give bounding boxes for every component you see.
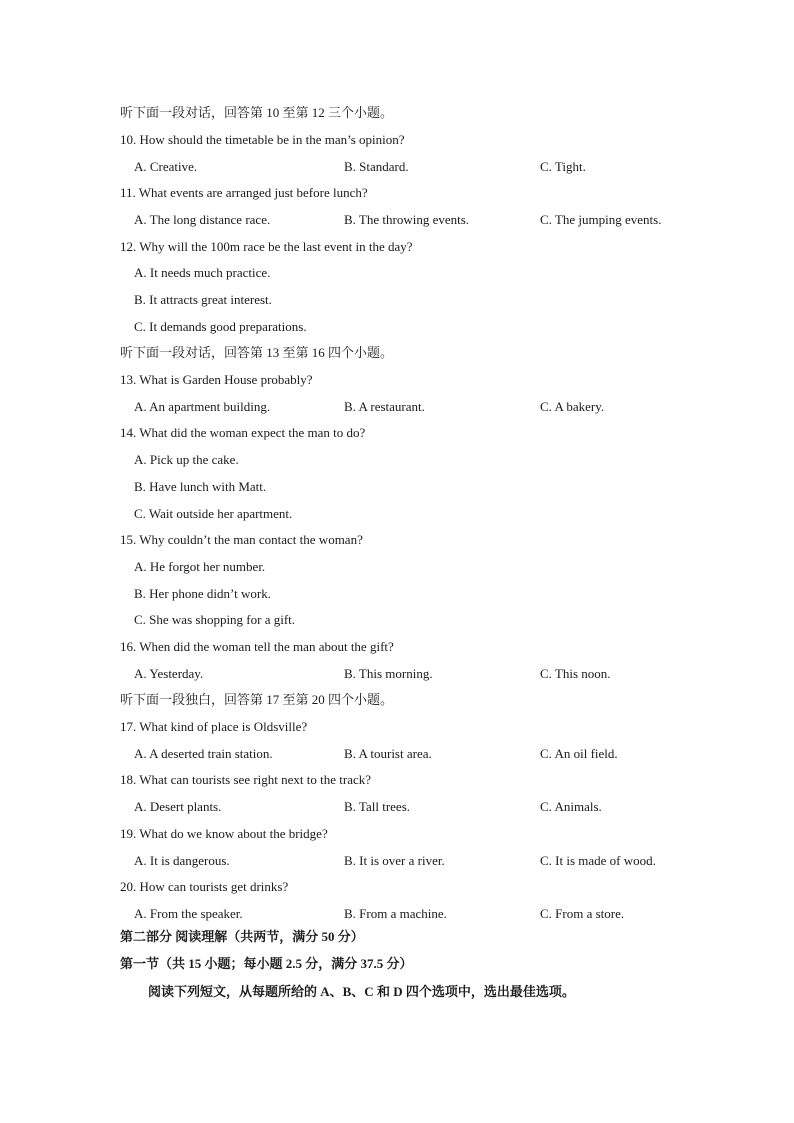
question-14: 14. What did the woman expect the man to do? (120, 425, 366, 440)
question-10: 10. How should the timetable be in the man’s opinion? (120, 132, 405, 147)
option-17-c: C. An oil field. (540, 746, 618, 761)
option-20-b: B. From a machine. (344, 906, 447, 921)
option-10-a: A. Creative. (134, 159, 198, 174)
option-18-c: C. Animals. (540, 799, 602, 814)
question-18: 18. What can tourists see right next to the track? (120, 772, 372, 787)
question-19: 19. What do we know about the bridge? (120, 826, 328, 841)
question-11: 11. What events are arranged just before lunch? (120, 185, 368, 200)
option-19-b: B. It is over a river. (344, 853, 445, 868)
question-20: 20. How can tourists get drinks? (120, 879, 289, 894)
option-20-c: C. From a store. (540, 906, 625, 921)
option-11-b: B. The throwing events. (344, 212, 470, 227)
option-11-a: A. The long distance race. (134, 212, 271, 227)
option-14-b: B. Have lunch with Matt. (134, 479, 267, 494)
option-12-c: C. It demands good preparations. (134, 319, 307, 334)
part2-title: 第二部分 阅读理解（共两节，满分 50 分） (120, 929, 364, 944)
section-heading: 听下面一段独白，回答第 17 至第 20 四个小题。 (120, 692, 394, 707)
option-18-b: B. Tall trees. (344, 799, 411, 814)
option-15-a: A. He forgot her number. (134, 559, 266, 574)
option-17-a: A. A deserted train station. (134, 746, 273, 761)
option-12-a: A. It needs much practice. (134, 265, 271, 280)
option-19-a: A. It is dangerous. (134, 853, 230, 868)
part2-instruction: 阅读下列短文，从每题所给的 A、B、C 和 D 四个选项中，选出最佳选项。 (148, 984, 575, 999)
question-12: 12. Why will the 100m race be the last event in the day? (120, 239, 413, 254)
option-20-a: A. From the speaker. (134, 906, 243, 921)
option-16-b: B. This morning. (344, 666, 433, 681)
question-16: 16. When did the woman tell the man about the gift? (120, 639, 394, 654)
option-18-a: A. Desert plants. (134, 799, 222, 814)
option-16-c: C. This noon. (540, 666, 611, 681)
part2-section1-title: 第一节（共 15 小题；每小题 2.5 分，满分 37.5 分） (120, 956, 413, 971)
section-heading: 听下面一段对话，回答第 10 至第 12 三个小题。 (120, 105, 394, 120)
question-17: 17. What kind of place is Oldsville? (120, 719, 308, 734)
question-13: 13. What is Garden House probably? (120, 372, 313, 387)
option-14-c: C. Wait outside her apartment. (134, 506, 293, 521)
option-13-c: C. A bakery. (540, 399, 605, 414)
option-13-b: B. A restaurant. (344, 399, 425, 414)
option-16-a: A. Yesterday. (134, 666, 204, 681)
option-11-c: C. The jumping events. (540, 212, 662, 227)
option-12-b: B. It attracts great interest. (134, 292, 272, 307)
option-10-b: B. Standard. (344, 159, 409, 174)
option-15-b: B. Her phone didn’t work. (134, 586, 271, 601)
option-15-c: C. She was shopping for a gift. (134, 612, 296, 627)
option-17-b: B. A tourist area. (344, 746, 432, 761)
option-14-a: A. Pick up the cake. (134, 452, 239, 467)
section-heading: 听下面一段对话，回答第 13 至第 16 四个小题。 (120, 345, 394, 360)
question-15: 15. Why couldn’t the man contact the woman? (120, 532, 363, 547)
option-10-c: C. Tight. (540, 159, 586, 174)
option-19-c: C. It is made of wood. (540, 853, 656, 868)
option-13-a: A. An apartment building. (134, 399, 271, 414)
